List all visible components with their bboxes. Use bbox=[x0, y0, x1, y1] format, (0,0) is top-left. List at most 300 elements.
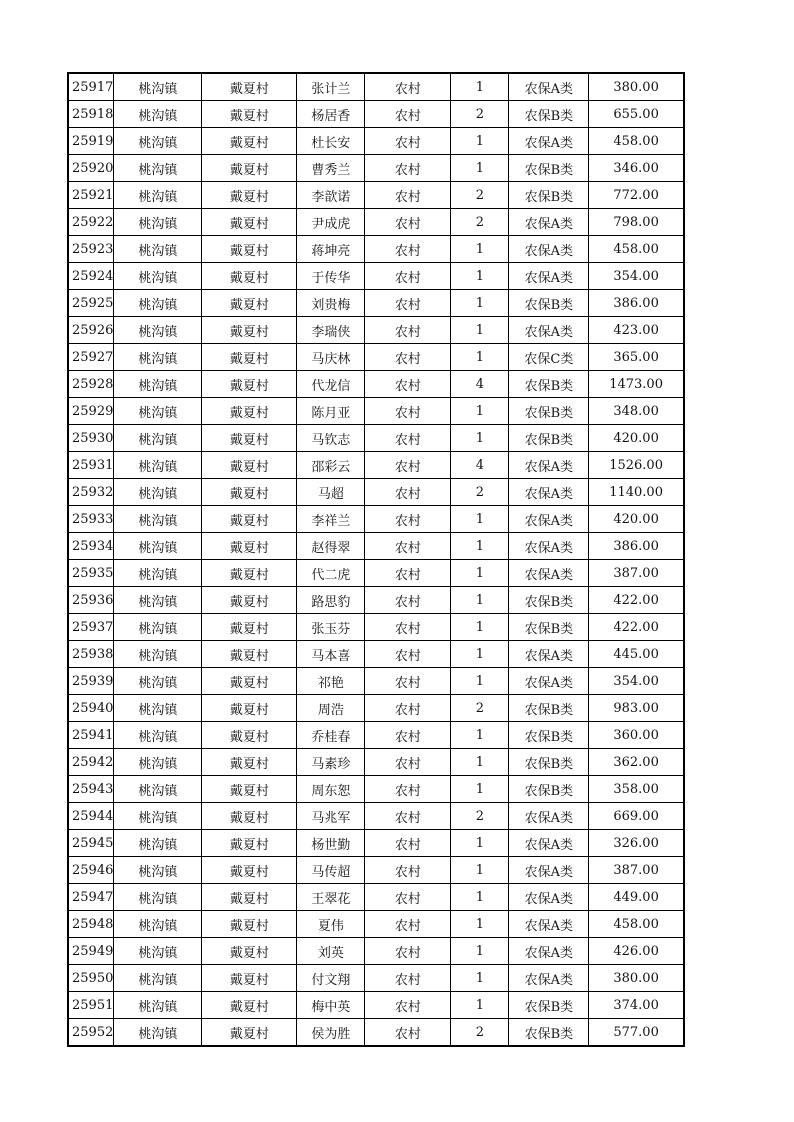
people-count-cell: 4 bbox=[451, 371, 509, 398]
table-row bbox=[68, 425, 684, 452]
town-cell: 桃沟镇 bbox=[114, 749, 202, 776]
people-count-cell: 1 bbox=[451, 776, 509, 803]
town-cell: 桃沟镇 bbox=[114, 479, 202, 506]
table-row bbox=[68, 533, 684, 560]
record-id-cell: 25932 bbox=[68, 479, 114, 506]
record-id-cell: 25936 bbox=[68, 587, 114, 614]
people-count-cell: 1 bbox=[451, 965, 509, 992]
town-cell: 桃沟镇 bbox=[114, 884, 202, 911]
amount-cell: 348.00 bbox=[589, 398, 684, 425]
name-cell: 蒋坤亮 bbox=[297, 236, 365, 263]
name-cell: 李祥兰 bbox=[297, 506, 365, 533]
name-cell: 张玉芬 bbox=[297, 614, 365, 641]
record-id-cell: 25931 bbox=[68, 452, 114, 479]
village-cell: 戴夏村 bbox=[202, 317, 297, 344]
village-cell: 戴夏村 bbox=[202, 668, 297, 695]
amount-cell: 445.00 bbox=[589, 641, 684, 668]
household-type-cell: 农村 bbox=[365, 73, 451, 101]
people-count-cell: 1 bbox=[451, 587, 509, 614]
amount-cell: 386.00 bbox=[589, 533, 684, 560]
household-type-cell: 农村 bbox=[365, 857, 451, 884]
amount-cell: 426.00 bbox=[589, 938, 684, 965]
insurance-category-cell: 农保A类 bbox=[509, 884, 589, 911]
insurance-category-cell: 农保B类 bbox=[509, 371, 589, 398]
household-type-cell: 农村 bbox=[365, 209, 451, 236]
village-cell: 戴夏村 bbox=[202, 182, 297, 209]
people-count-cell: 2 bbox=[451, 695, 509, 722]
household-type-cell: 农村 bbox=[365, 236, 451, 263]
record-id-cell: 25925 bbox=[68, 290, 114, 317]
table-row bbox=[68, 857, 684, 884]
insurance-category-cell: 农保B类 bbox=[509, 398, 589, 425]
village-cell: 戴夏村 bbox=[202, 425, 297, 452]
name-cell: 陈月亚 bbox=[297, 398, 365, 425]
household-type-cell: 农村 bbox=[365, 479, 451, 506]
record-id-cell: 25935 bbox=[68, 560, 114, 587]
amount-cell: 983.00 bbox=[589, 695, 684, 722]
people-count-cell: 2 bbox=[451, 1019, 509, 1047]
name-cell: 乔桂春 bbox=[297, 722, 365, 749]
household-type-cell: 农村 bbox=[365, 398, 451, 425]
household-type-cell: 农村 bbox=[365, 452, 451, 479]
town-cell: 桃沟镇 bbox=[114, 641, 202, 668]
insurance-category-cell: 农保A类 bbox=[509, 263, 589, 290]
household-type-cell: 农村 bbox=[365, 263, 451, 290]
insurance-category-cell: 农保A类 bbox=[509, 479, 589, 506]
insurance-category-cell: 农保B类 bbox=[509, 992, 589, 1019]
people-count-cell: 1 bbox=[451, 155, 509, 182]
insurance-category-cell: 农保B类 bbox=[509, 1019, 589, 1047]
amount-cell: 360.00 bbox=[589, 722, 684, 749]
amount-cell: 326.00 bbox=[589, 830, 684, 857]
household-type-cell: 农村 bbox=[365, 533, 451, 560]
town-cell: 桃沟镇 bbox=[114, 128, 202, 155]
insurance-category-cell: 农保A类 bbox=[509, 317, 589, 344]
people-count-cell: 2 bbox=[451, 803, 509, 830]
record-id-cell: 25948 bbox=[68, 911, 114, 938]
household-type-cell: 农村 bbox=[365, 749, 451, 776]
table-row bbox=[68, 560, 684, 587]
table-row bbox=[68, 101, 684, 128]
amount-cell: 1473.00 bbox=[589, 371, 684, 398]
record-id-cell: 25930 bbox=[68, 425, 114, 452]
record-id-cell: 25943 bbox=[68, 776, 114, 803]
town-cell: 桃沟镇 bbox=[114, 182, 202, 209]
town-cell: 桃沟镇 bbox=[114, 614, 202, 641]
insurance-category-cell: 农保A类 bbox=[509, 236, 589, 263]
town-cell: 桃沟镇 bbox=[114, 857, 202, 884]
people-count-cell: 4 bbox=[451, 452, 509, 479]
record-id-cell: 25952 bbox=[68, 1019, 114, 1047]
record-id-cell: 25937 bbox=[68, 614, 114, 641]
village-cell: 戴夏村 bbox=[202, 263, 297, 290]
town-cell: 桃沟镇 bbox=[114, 73, 202, 101]
record-id-cell: 25940 bbox=[68, 695, 114, 722]
town-cell: 桃沟镇 bbox=[114, 992, 202, 1019]
town-cell: 桃沟镇 bbox=[114, 803, 202, 830]
household-type-cell: 农村 bbox=[365, 371, 451, 398]
town-cell: 桃沟镇 bbox=[114, 290, 202, 317]
people-count-cell: 2 bbox=[451, 182, 509, 209]
record-id-cell: 25923 bbox=[68, 236, 114, 263]
town-cell: 桃沟镇 bbox=[114, 965, 202, 992]
insurance-category-cell: 农保A类 bbox=[509, 533, 589, 560]
village-cell: 戴夏村 bbox=[202, 73, 297, 101]
household-type-cell: 农村 bbox=[365, 911, 451, 938]
village-cell: 戴夏村 bbox=[202, 533, 297, 560]
amount-cell: 387.00 bbox=[589, 857, 684, 884]
household-type-cell: 农村 bbox=[365, 587, 451, 614]
village-cell: 戴夏村 bbox=[202, 884, 297, 911]
insurance-category-cell: 农保B类 bbox=[509, 101, 589, 128]
record-id-cell: 25919 bbox=[68, 128, 114, 155]
record-id-cell: 25941 bbox=[68, 722, 114, 749]
amount-cell: 365.00 bbox=[589, 344, 684, 371]
people-count-cell: 1 bbox=[451, 425, 509, 452]
record-id-cell: 25933 bbox=[68, 506, 114, 533]
insurance-category-cell: 农保B类 bbox=[509, 587, 589, 614]
town-cell: 桃沟镇 bbox=[114, 911, 202, 938]
town-cell: 桃沟镇 bbox=[114, 830, 202, 857]
table-row bbox=[68, 479, 684, 506]
amount-cell: 798.00 bbox=[589, 209, 684, 236]
village-cell: 戴夏村 bbox=[202, 101, 297, 128]
name-cell: 邵彩云 bbox=[297, 452, 365, 479]
name-cell: 周东恕 bbox=[297, 776, 365, 803]
household-type-cell: 农村 bbox=[365, 722, 451, 749]
amount-cell: 669.00 bbox=[589, 803, 684, 830]
town-cell: 桃沟镇 bbox=[114, 560, 202, 587]
table-row bbox=[68, 155, 684, 182]
record-id-cell: 25934 bbox=[68, 533, 114, 560]
table-row bbox=[68, 641, 684, 668]
insurance-category-cell: 农保A类 bbox=[509, 128, 589, 155]
town-cell: 桃沟镇 bbox=[114, 776, 202, 803]
record-id-cell: 25920 bbox=[68, 155, 114, 182]
household-type-cell: 农村 bbox=[365, 155, 451, 182]
people-count-cell: 1 bbox=[451, 73, 509, 101]
name-cell: 张计兰 bbox=[297, 73, 365, 101]
insurance-category-cell: 农保C类 bbox=[509, 344, 589, 371]
town-cell: 桃沟镇 bbox=[114, 101, 202, 128]
people-count-cell: 1 bbox=[451, 668, 509, 695]
village-cell: 戴夏村 bbox=[202, 830, 297, 857]
amount-cell: 420.00 bbox=[589, 425, 684, 452]
household-type-cell: 农村 bbox=[365, 884, 451, 911]
name-cell: 代二虎 bbox=[297, 560, 365, 587]
insurance-category-cell: 农保A类 bbox=[509, 830, 589, 857]
name-cell: 侯为胜 bbox=[297, 1019, 365, 1047]
town-cell: 桃沟镇 bbox=[114, 722, 202, 749]
insurance-category-cell: 农保B类 bbox=[509, 722, 589, 749]
village-cell: 戴夏村 bbox=[202, 479, 297, 506]
name-cell: 马素珍 bbox=[297, 749, 365, 776]
household-type-cell: 农村 bbox=[365, 317, 451, 344]
village-cell: 戴夏村 bbox=[202, 938, 297, 965]
amount-cell: 1140.00 bbox=[589, 479, 684, 506]
table-row bbox=[68, 668, 684, 695]
household-type-cell: 农村 bbox=[365, 830, 451, 857]
people-count-cell: 1 bbox=[451, 533, 509, 560]
table-row bbox=[68, 344, 684, 371]
people-count-cell: 1 bbox=[451, 992, 509, 1019]
amount-cell: 386.00 bbox=[589, 290, 684, 317]
name-cell: 马超 bbox=[297, 479, 365, 506]
people-count-cell: 1 bbox=[451, 911, 509, 938]
table-row bbox=[68, 209, 684, 236]
table-row bbox=[68, 830, 684, 857]
name-cell: 付文翔 bbox=[297, 965, 365, 992]
people-count-cell: 1 bbox=[451, 614, 509, 641]
town-cell: 桃沟镇 bbox=[114, 695, 202, 722]
household-type-cell: 农村 bbox=[365, 182, 451, 209]
household-type-cell: 农村 bbox=[365, 1019, 451, 1047]
people-count-cell: 1 bbox=[451, 290, 509, 317]
village-cell: 戴夏村 bbox=[202, 911, 297, 938]
data-table bbox=[67, 72, 685, 1047]
village-cell: 戴夏村 bbox=[202, 587, 297, 614]
record-id-cell: 25926 bbox=[68, 317, 114, 344]
amount-cell: 358.00 bbox=[589, 776, 684, 803]
household-type-cell: 农村 bbox=[365, 614, 451, 641]
household-type-cell: 农村 bbox=[365, 965, 451, 992]
village-cell: 戴夏村 bbox=[202, 344, 297, 371]
table-row bbox=[68, 884, 684, 911]
table-row bbox=[68, 911, 684, 938]
table-row bbox=[68, 938, 684, 965]
insurance-category-cell: 农保A类 bbox=[509, 641, 589, 668]
record-id-cell: 25947 bbox=[68, 884, 114, 911]
amount-cell: 362.00 bbox=[589, 749, 684, 776]
town-cell: 桃沟镇 bbox=[114, 1019, 202, 1047]
town-cell: 桃沟镇 bbox=[114, 398, 202, 425]
name-cell: 马钦志 bbox=[297, 425, 365, 452]
amount-cell: 577.00 bbox=[589, 1019, 684, 1047]
town-cell: 桃沟镇 bbox=[114, 263, 202, 290]
record-id-cell: 25944 bbox=[68, 803, 114, 830]
table-row bbox=[68, 992, 684, 1019]
household-type-cell: 农村 bbox=[365, 128, 451, 155]
household-type-cell: 农村 bbox=[365, 560, 451, 587]
people-count-cell: 2 bbox=[451, 479, 509, 506]
table-row bbox=[68, 398, 684, 425]
name-cell: 杨世勤 bbox=[297, 830, 365, 857]
amount-cell: 449.00 bbox=[589, 884, 684, 911]
insurance-category-cell: 农保A类 bbox=[509, 911, 589, 938]
name-cell: 杨居香 bbox=[297, 101, 365, 128]
village-cell: 戴夏村 bbox=[202, 371, 297, 398]
amount-cell: 458.00 bbox=[589, 236, 684, 263]
town-cell: 桃沟镇 bbox=[114, 371, 202, 398]
amount-cell: 354.00 bbox=[589, 263, 684, 290]
amount-cell: 380.00 bbox=[589, 965, 684, 992]
household-type-cell: 农村 bbox=[365, 101, 451, 128]
insurance-category-cell: 农保A类 bbox=[509, 73, 589, 101]
amount-cell: 423.00 bbox=[589, 317, 684, 344]
town-cell: 桃沟镇 bbox=[114, 317, 202, 344]
village-cell: 戴夏村 bbox=[202, 506, 297, 533]
record-id-cell: 25946 bbox=[68, 857, 114, 884]
people-count-cell: 1 bbox=[451, 884, 509, 911]
town-cell: 桃沟镇 bbox=[114, 668, 202, 695]
record-id-cell: 25922 bbox=[68, 209, 114, 236]
village-cell: 戴夏村 bbox=[202, 776, 297, 803]
insurance-category-cell: 农保B类 bbox=[509, 695, 589, 722]
village-cell: 戴夏村 bbox=[202, 452, 297, 479]
village-cell: 戴夏村 bbox=[202, 398, 297, 425]
village-cell: 戴夏村 bbox=[202, 155, 297, 182]
table-row bbox=[68, 290, 684, 317]
name-cell: 代龙信 bbox=[297, 371, 365, 398]
amount-cell: 420.00 bbox=[589, 506, 684, 533]
table-row bbox=[68, 452, 684, 479]
village-cell: 戴夏村 bbox=[202, 992, 297, 1019]
name-cell: 周浩 bbox=[297, 695, 365, 722]
people-count-cell: 1 bbox=[451, 641, 509, 668]
record-id-cell: 25927 bbox=[68, 344, 114, 371]
town-cell: 桃沟镇 bbox=[114, 209, 202, 236]
insurance-category-cell: 农保A类 bbox=[509, 452, 589, 479]
name-cell: 王翠花 bbox=[297, 884, 365, 911]
insurance-category-cell: 农保B类 bbox=[509, 425, 589, 452]
people-count-cell: 1 bbox=[451, 749, 509, 776]
amount-cell: 374.00 bbox=[589, 992, 684, 1019]
village-cell: 戴夏村 bbox=[202, 290, 297, 317]
insurance-category-cell: 农保B类 bbox=[509, 290, 589, 317]
table-row bbox=[68, 749, 684, 776]
table-body bbox=[68, 73, 684, 1046]
insurance-category-cell: 农保A类 bbox=[509, 668, 589, 695]
village-cell: 戴夏村 bbox=[202, 128, 297, 155]
record-id-cell: 25929 bbox=[68, 398, 114, 425]
household-type-cell: 农村 bbox=[365, 425, 451, 452]
town-cell: 桃沟镇 bbox=[114, 155, 202, 182]
record-id-cell: 25945 bbox=[68, 830, 114, 857]
people-count-cell: 1 bbox=[451, 263, 509, 290]
household-type-cell: 农村 bbox=[365, 344, 451, 371]
amount-cell: 655.00 bbox=[589, 101, 684, 128]
household-type-cell: 农村 bbox=[365, 938, 451, 965]
people-count-cell: 1 bbox=[451, 830, 509, 857]
record-id-cell: 25942 bbox=[68, 749, 114, 776]
amount-cell: 458.00 bbox=[589, 911, 684, 938]
village-cell: 戴夏村 bbox=[202, 236, 297, 263]
record-id-cell: 25950 bbox=[68, 965, 114, 992]
amount-cell: 380.00 bbox=[589, 73, 684, 101]
table-row bbox=[68, 73, 684, 101]
amount-cell: 354.00 bbox=[589, 668, 684, 695]
village-cell: 戴夏村 bbox=[202, 965, 297, 992]
record-id-cell: 25928 bbox=[68, 371, 114, 398]
record-id-cell: 25924 bbox=[68, 263, 114, 290]
village-cell: 戴夏村 bbox=[202, 722, 297, 749]
village-cell: 戴夏村 bbox=[202, 614, 297, 641]
household-type-cell: 农村 bbox=[365, 695, 451, 722]
household-type-cell: 农村 bbox=[365, 506, 451, 533]
table-row bbox=[68, 695, 684, 722]
name-cell: 于传华 bbox=[297, 263, 365, 290]
insurance-category-cell: 农保A类 bbox=[509, 803, 589, 830]
people-count-cell: 1 bbox=[451, 236, 509, 263]
table-row bbox=[68, 506, 684, 533]
village-cell: 戴夏村 bbox=[202, 749, 297, 776]
table-row bbox=[68, 587, 684, 614]
name-cell: 刘贵梅 bbox=[297, 290, 365, 317]
table-row bbox=[68, 776, 684, 803]
insurance-category-cell: 农保A类 bbox=[509, 965, 589, 992]
village-cell: 戴夏村 bbox=[202, 695, 297, 722]
insurance-category-cell: 农保A类 bbox=[509, 857, 589, 884]
table-row bbox=[68, 317, 684, 344]
table-row bbox=[68, 722, 684, 749]
name-cell: 尹成虎 bbox=[297, 209, 365, 236]
amount-cell: 346.00 bbox=[589, 155, 684, 182]
name-cell: 李瑞侠 bbox=[297, 317, 365, 344]
table-row bbox=[68, 371, 684, 398]
household-type-cell: 农村 bbox=[365, 803, 451, 830]
table-row bbox=[68, 182, 684, 209]
record-id-cell: 25918 bbox=[68, 101, 114, 128]
village-cell: 戴夏村 bbox=[202, 857, 297, 884]
table-row bbox=[68, 614, 684, 641]
village-cell: 戴夏村 bbox=[202, 803, 297, 830]
name-cell: 祁艳 bbox=[297, 668, 365, 695]
people-count-cell: 1 bbox=[451, 317, 509, 344]
name-cell: 马传超 bbox=[297, 857, 365, 884]
village-cell: 戴夏村 bbox=[202, 209, 297, 236]
village-cell: 戴夏村 bbox=[202, 641, 297, 668]
amount-cell: 1526.00 bbox=[589, 452, 684, 479]
table-row bbox=[68, 236, 684, 263]
amount-cell: 772.00 bbox=[589, 182, 684, 209]
insurance-category-cell: 农保A类 bbox=[509, 209, 589, 236]
insurance-category-cell: 农保A类 bbox=[509, 560, 589, 587]
name-cell: 杜长安 bbox=[297, 128, 365, 155]
insurance-category-cell: 农保A类 bbox=[509, 506, 589, 533]
village-cell: 戴夏村 bbox=[202, 560, 297, 587]
household-type-cell: 农村 bbox=[365, 641, 451, 668]
record-id-cell: 25938 bbox=[68, 641, 114, 668]
name-cell: 路思豹 bbox=[297, 587, 365, 614]
people-count-cell: 2 bbox=[451, 209, 509, 236]
people-count-cell: 1 bbox=[451, 722, 509, 749]
name-cell: 马庆林 bbox=[297, 344, 365, 371]
record-id-cell: 25921 bbox=[68, 182, 114, 209]
people-count-cell: 2 bbox=[451, 101, 509, 128]
record-id-cell: 25939 bbox=[68, 668, 114, 695]
town-cell: 桃沟镇 bbox=[114, 938, 202, 965]
name-cell: 曹秀兰 bbox=[297, 155, 365, 182]
people-count-cell: 1 bbox=[451, 398, 509, 425]
town-cell: 桃沟镇 bbox=[114, 533, 202, 560]
town-cell: 桃沟镇 bbox=[114, 452, 202, 479]
people-count-cell: 1 bbox=[451, 344, 509, 371]
table-row bbox=[68, 1019, 684, 1047]
name-cell: 刘英 bbox=[297, 938, 365, 965]
name-cell: 马兆军 bbox=[297, 803, 365, 830]
insurance-category-cell: 农保A类 bbox=[509, 938, 589, 965]
table-row bbox=[68, 965, 684, 992]
people-count-cell: 1 bbox=[451, 506, 509, 533]
name-cell: 李歆诺 bbox=[297, 182, 365, 209]
amount-cell: 422.00 bbox=[589, 614, 684, 641]
insurance-category-cell: 农保B类 bbox=[509, 776, 589, 803]
record-id-cell: 25949 bbox=[68, 938, 114, 965]
people-count-cell: 1 bbox=[451, 938, 509, 965]
table-row bbox=[68, 263, 684, 290]
town-cell: 桃沟镇 bbox=[114, 506, 202, 533]
household-type-cell: 农村 bbox=[365, 992, 451, 1019]
